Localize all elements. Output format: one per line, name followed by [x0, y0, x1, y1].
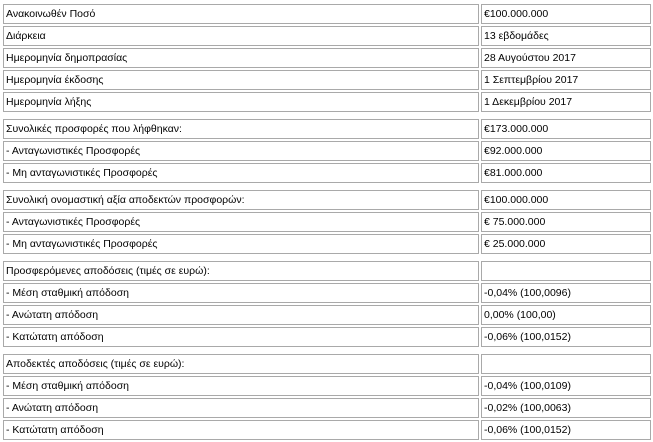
row-label: - Ανώτατη απόδοση	[3, 305, 479, 325]
row-value: €173.000.000	[481, 119, 651, 139]
table-row	[3, 305, 651, 325]
row-label: - Μη ανταγωνιστικές Προσφορές	[3, 163, 479, 183]
separator-cell	[3, 114, 479, 117]
row-label: - Μέση σταθμική απόδοση	[3, 376, 479, 396]
group-separator	[3, 349, 651, 352]
row-value: 13 εβδομάδες	[481, 26, 651, 46]
table-row	[3, 420, 651, 440]
row-label: - Ανταγωνιστικές Προσφορές	[3, 212, 479, 232]
row-label: - Ανώτατη απόδοση	[3, 398, 479, 418]
row-label: Ημερομηνία δημοπρασίας	[3, 48, 479, 68]
group-separator	[3, 185, 651, 188]
separator-cell	[3, 256, 479, 259]
table-row	[3, 212, 651, 232]
row-value: €100.000.000	[481, 190, 651, 210]
table-row	[3, 119, 651, 139]
auction-results-table	[1, 2, 653, 442]
separator-cell	[481, 349, 651, 352]
separator-cell	[3, 349, 479, 352]
results-table-body	[3, 4, 651, 440]
row-value: -0,06% (100,0152)	[481, 327, 651, 347]
separator-cell	[3, 185, 479, 188]
table-row	[3, 4, 651, 24]
row-label: Συνολική ονομαστική αξία αποδεκτών προσφορών:	[3, 190, 479, 210]
separator-cell	[481, 185, 651, 188]
table-row	[3, 234, 651, 254]
row-value: 0,00% (100,00)	[481, 305, 651, 325]
group-separator	[3, 256, 651, 259]
row-value	[481, 354, 651, 374]
table-row	[3, 163, 651, 183]
row-value: 1 Δεκεμβρίου 2017	[481, 92, 651, 112]
row-label: Αποδεκτές αποδόσεις (τιμές σε ευρώ):	[3, 354, 479, 374]
table-row	[3, 48, 651, 68]
row-label: Ημερομηνία λήξης	[3, 92, 479, 112]
table-row	[3, 92, 651, 112]
table-row	[3, 261, 651, 281]
row-value: €92.000.000	[481, 141, 651, 161]
table-row	[3, 26, 651, 46]
table-row	[3, 70, 651, 90]
separator-cell	[481, 114, 651, 117]
row-label: Συνολικές προσφορές που λήφθηκαν:	[3, 119, 479, 139]
row-label: - Ανταγωνιστικές Προσφορές	[3, 141, 479, 161]
row-value: -0,04% (100,0096)	[481, 283, 651, 303]
row-label: Διάρκεια	[3, 26, 479, 46]
group-separator	[3, 114, 651, 117]
row-value: -0,04% (100,0109)	[481, 376, 651, 396]
row-value: -0,06% (100,0152)	[481, 420, 651, 440]
separator-cell	[481, 256, 651, 259]
row-value: -0,02% (100,0063)	[481, 398, 651, 418]
row-label: Ανακοινωθέν Ποσό	[3, 4, 479, 24]
table-row	[3, 376, 651, 396]
table-row	[3, 327, 651, 347]
table-row	[3, 141, 651, 161]
row-value: 28 Αυγούστου 2017	[481, 48, 651, 68]
row-value: € 25.000.000	[481, 234, 651, 254]
row-label: - Μη ανταγωνιστικές Προσφορές	[3, 234, 479, 254]
table-row	[3, 283, 651, 303]
row-value: € 75.000.000	[481, 212, 651, 232]
table-row	[3, 190, 651, 210]
row-label: - Κατώτατη απόδοση	[3, 327, 479, 347]
row-value: 1 Σεπτεμβρίου 2017	[481, 70, 651, 90]
row-value	[481, 261, 651, 281]
row-label: Ημερομηνία έκδοσης	[3, 70, 479, 90]
row-value: €81.000.000	[481, 163, 651, 183]
row-label: - Μέση σταθμική απόδοση	[3, 283, 479, 303]
row-label: - Κατώτατη απόδοση	[3, 420, 479, 440]
row-label: Προσφερόμενες αποδόσεις (τιμές σε ευρώ):	[3, 261, 479, 281]
table-row	[3, 354, 651, 374]
table-row	[3, 398, 651, 418]
row-value: €100.000.000	[481, 4, 651, 24]
